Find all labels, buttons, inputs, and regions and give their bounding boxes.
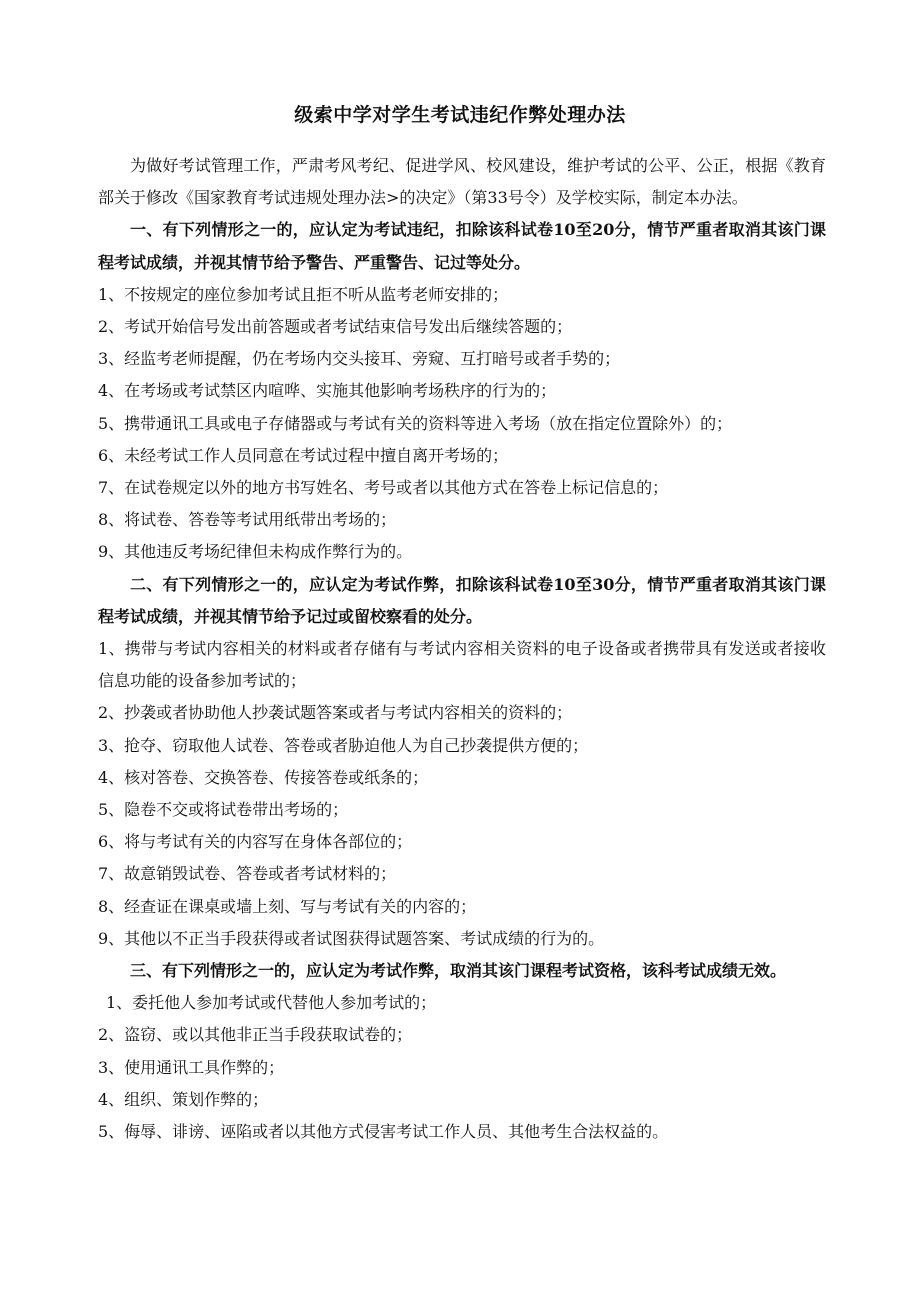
section-2-item: 6、将与考试有关的内容写在身体各部位的； — [98, 832, 413, 852]
section-2-item: 1、携带与考试内容相关的材料或者存储有与考试内容相关资料的电子设备或者携带具有发送或者接收信息功能的设备参加考试的； — [98, 639, 826, 691]
section-1-item: 6、未经考试工作人员同意在考试过程中擅自离开考场的； — [98, 445, 509, 465]
section-2-item: 2、抄袭或者协助他人抄袭试题答案或者与考试内容相关的资料的； — [98, 703, 573, 723]
document-body — [98, 150, 826, 1148]
section-2-item: 3、抢夺、窃取他人试卷、答卷或者胁迫他人为自己抄袭提供方便的； — [98, 735, 589, 755]
section-1-item: 5、携带通讯工具或电子存储器或与考试有关的资料等进入考场（放在指定位置除外）的； — [98, 413, 733, 433]
section-1-item: 9、其他违反考场纪律但未构成作弊行为的。 — [98, 542, 413, 562]
section-1-item: 1、不按规定的座位参加考试且拒不听从监考老师安排的； — [98, 284, 509, 304]
section-1-item: 4、在考场或考试禁区内喧哗、实施其他影响考场秩序的行为的； — [98, 381, 557, 401]
section-3-item: 3、使用通讯工具作弊的； — [98, 1057, 285, 1077]
section-2-item: 7、故意销毁试卷、答卷或者考试材料的； — [98, 864, 397, 884]
section-1-item: 7、在试卷规定以外的地方书写姓名、考号或者以其他方式在答卷上标记信息的； — [98, 478, 669, 498]
section-2-item: 8、经查证在课桌或墙上刻、写与考试有关的内容的； — [98, 896, 477, 916]
section-3-item: 4、组织、策划作弊的； — [98, 1089, 269, 1109]
intro-paragraph: 为做好考试管理工作，严肃考风考纪、促进学风、校风建设，维护考试的公平、公正，根据《教育部关于修改《国家教育考试违规处理办法>的决定》（第33号令）及学校实际，制定本办法。 — [98, 156, 826, 208]
section-2-heading: 二、有下列情形之一的，应认定为考试作弊，扣除该科试卷10至30分，情节严重者取消其该门课程考试成绩，并视其情节给予记过或留校察看的处分。 — [98, 574, 826, 626]
document-title: 级索中学对学生考试违纪作弊处理办法 — [294, 104, 626, 126]
section-3-heading: 三、有下列情形之一的，应认定为考试作弊，取消其该门课程考试资格，该科考试成绩无效。 — [130, 961, 787, 981]
section-3-item: 2、盗窃、或以其他非正当手段获取试卷的； — [98, 1025, 413, 1045]
section-2-item: 9、其他以不正当手段获得或者试图获得试题答案、考试成绩的行为的。 — [98, 928, 605, 948]
section-2-item: 5、隐卷不交或将试卷带出考场的； — [98, 800, 349, 820]
section-1-item: 3、经监考老师提醒，仍在考场内交头接耳、旁窥、互打暗号或者手势的； — [98, 349, 621, 369]
section-3-item: 5、侮辱、诽谤、诬陷或者以其他方式侵害考试工作人员、其他考生合法权益的。 — [98, 1122, 669, 1142]
section-1-item: 2、考试开始信号发出前答题或者考试结束信号发出后继续答题的； — [98, 317, 573, 337]
section-1-item: 8、将试卷、答卷等考试用纸带出考场的； — [98, 510, 397, 530]
section-3-item: 1、委托他人参加考试或代替他人参加考试的； — [106, 993, 437, 1013]
section-1-heading: 一、有下列情形之一的，应认定为考试违纪，扣除该科试卷10至20分，情节严重者取消其该门课程考试成绩，并视其情节给予警告、严重警告、记过等处分。 — [98, 220, 826, 272]
section-2-item: 4、核对答卷、交换答卷、传接答卷或纸条的； — [98, 767, 429, 787]
